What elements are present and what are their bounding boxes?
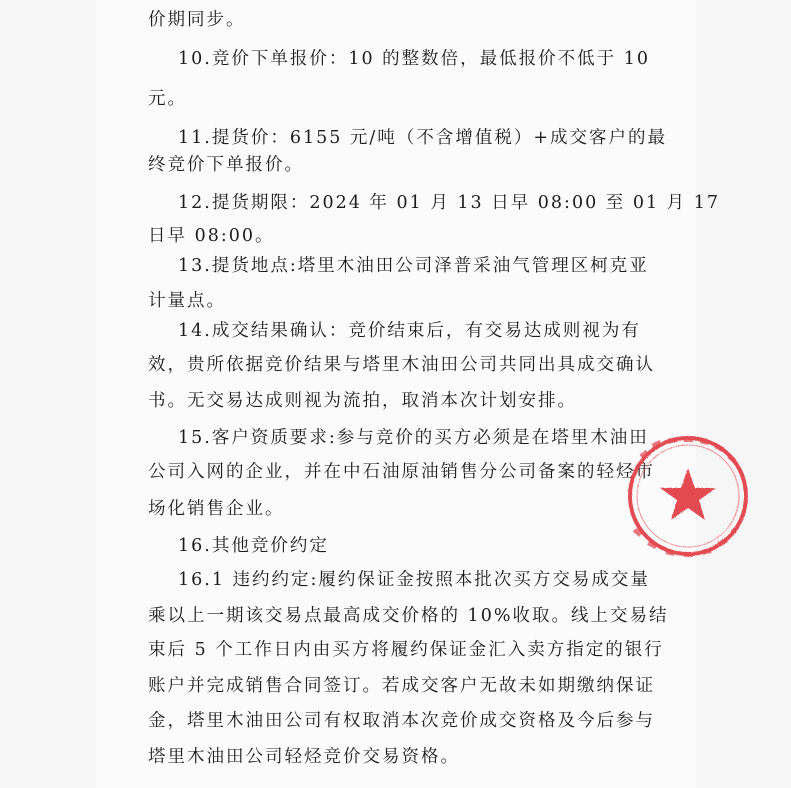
text-line: 金，塔里木油田公司有权取消本次竞价成交资格及今后参与: [148, 711, 655, 731]
text-line: 13.提货地点:塔里木油田公司泽普采油气管理区柯克亚: [178, 256, 649, 276]
text-line: 11.提货价：6155 元/吨（不含增值税）+成交客户的最: [178, 128, 667, 148]
text-line: 价期同步。: [148, 10, 246, 30]
seal-stamp-icon: [620, 430, 770, 570]
text-line: 书。无交易达成则视为流拍，取消本次计划安排。: [148, 391, 577, 411]
text-line: 15.客户资质要求:参与竞价的买方必须是在塔里木油田: [178, 428, 649, 448]
text-line: 计量点。: [148, 291, 226, 311]
text-line: 场化销售企业。: [148, 499, 285, 519]
text-line: 日早 08:00。: [148, 226, 275, 246]
text-line: 效，贵所依据竞价结果与塔里木油田公司共同出具成交确认: [148, 355, 655, 375]
text-line: 16.1 违约约定:履约保证金按照本批次买方交易成交量: [178, 570, 650, 590]
text-line: 16.其他竞价约定: [178, 536, 329, 556]
text-line: 终竞价下单报价。: [148, 155, 304, 175]
text-line: 账户并完成销售合同签订。若成交客户无故未如期缴纳保证: [148, 676, 655, 696]
text-line: 塔里木油田公司轻烃竞价交易资格。: [148, 747, 460, 767]
star-icon: [660, 468, 716, 520]
official-seal: [620, 430, 770, 570]
text-line: 14.成交结果确认：竞价结束后，有交易达成则视为有: [178, 321, 641, 341]
text-line: 公司入网的企业，并在中石油原油销售分公司备案的轻烃市: [148, 462, 655, 482]
text-line: 乘以上一期该交易点最高成交价格的 10%收取。线上交易结: [148, 606, 669, 626]
text-line: 元。: [148, 89, 187, 109]
text-line: 10.竞价下单报价：10 的整数倍，最低报价不低于 10: [178, 49, 650, 69]
text-line: 12.提货期限：2024 年 01 月 13 日早 08:00 至 01 月 17: [178, 193, 720, 213]
text-line: 束后 5 个工作日内由买方将履约保证金汇入卖方指定的银行: [148, 640, 664, 660]
